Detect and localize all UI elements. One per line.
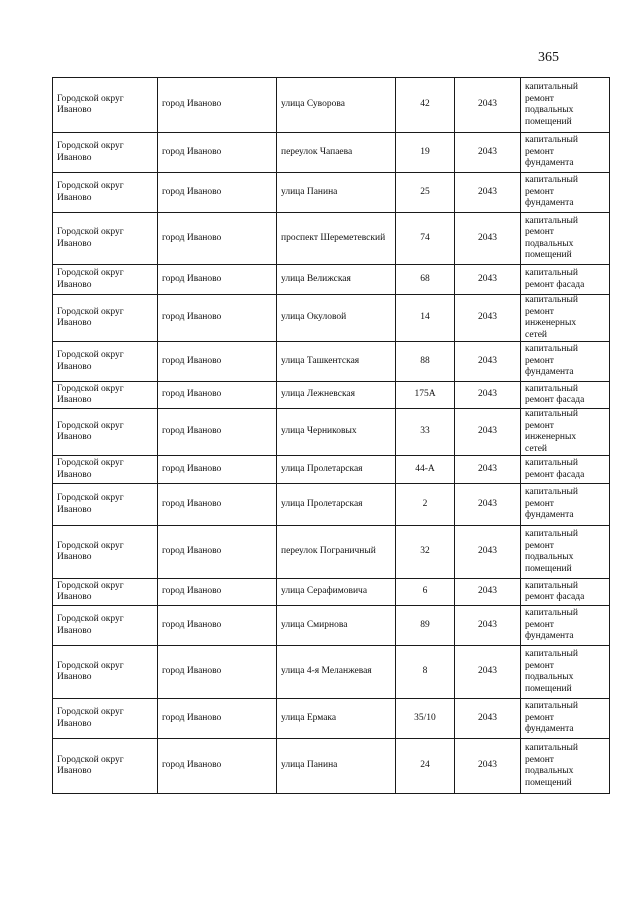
municipality-cell: Городской округ Иваново	[53, 484, 158, 526]
table-row	[53, 295, 610, 342]
municipality-cell: Городской округ Иваново	[53, 295, 158, 342]
settlement-cell: город Иваново	[158, 265, 277, 295]
work-type-text: капитальный ремонт подвальных помещений	[525, 529, 578, 574]
settlement-cell: город Иваново	[158, 646, 277, 699]
municipality-cell: Городской округ Иваново	[53, 133, 158, 173]
year-cell: 2043	[455, 133, 521, 173]
table-row	[53, 382, 610, 409]
municipality-cell: Городской округ Иваново	[53, 265, 158, 295]
municipality-cell: Городской округ Иваново	[53, 739, 158, 794]
street-cell: улица Ташкентская	[277, 342, 396, 382]
table-row	[53, 409, 610, 456]
year-cell: 2043	[455, 265, 521, 295]
table-row	[53, 213, 610, 265]
work-type-text: капитальный ремонт подвальных помещений	[525, 82, 578, 127]
work-type-cell	[521, 526, 610, 579]
year-cell: 2043	[455, 295, 521, 342]
table-row	[53, 579, 610, 606]
settlement-cell: город Иваново	[158, 456, 277, 484]
year-cell: 2043	[455, 173, 521, 213]
municipality-cell: Городской округ Иваново	[53, 213, 158, 265]
street-cell: проспект Шереметевский	[277, 213, 396, 265]
work-type-cell	[521, 213, 610, 265]
street-cell: улица Пролетарская	[277, 484, 396, 526]
house-number-cell: 175А	[396, 382, 455, 409]
work-type-cell	[521, 342, 610, 382]
table-row	[53, 606, 610, 646]
street-cell: переулок Чапаева	[277, 133, 396, 173]
settlement-cell: город Иваново	[158, 382, 277, 409]
settlement-cell: город Иваново	[158, 78, 277, 133]
house-number-cell: 2	[396, 484, 455, 526]
street-cell: улица Велижская	[277, 265, 396, 295]
settlement-cell: город Иваново	[158, 213, 277, 265]
table-row	[53, 265, 610, 295]
street-cell: улица Лежневская	[277, 382, 396, 409]
work-type-cell	[521, 456, 610, 484]
municipality-cell: Городской округ Иваново	[53, 456, 158, 484]
municipality-cell: Городской округ Иваново	[53, 579, 158, 606]
work-type-text: капитальный ремонт инженерных сетей	[525, 409, 578, 454]
table-row	[53, 739, 610, 794]
work-type-text: капитальный ремонт подвальных помещений	[525, 743, 578, 788]
work-type-cell	[521, 739, 610, 794]
table-row	[53, 526, 610, 579]
house-number-cell: 88	[396, 342, 455, 382]
municipality-cell: Городской округ Иваново	[53, 409, 158, 456]
settlement-cell: город Иваново	[158, 409, 277, 456]
work-type-text: капитальный ремонт фасада	[525, 383, 585, 405]
year-cell: 2043	[455, 606, 521, 646]
municipality-cell: Городской округ Иваново	[53, 646, 158, 699]
settlement-cell: город Иваново	[158, 699, 277, 739]
street-cell: улица Смирнова	[277, 606, 396, 646]
year-cell: 2043	[455, 579, 521, 606]
settlement-cell: город Иваново	[158, 579, 277, 606]
house-number-cell: 89	[396, 606, 455, 646]
street-cell: переулок Пограничный	[277, 526, 396, 579]
work-type-text: капитальный ремонт фундамента	[525, 135, 578, 169]
municipality-cell: Городской округ Иваново	[53, 526, 158, 579]
settlement-cell: город Иваново	[158, 606, 277, 646]
work-type-cell	[521, 295, 610, 342]
settlement-cell: город Иваново	[158, 526, 277, 579]
street-cell: улица Окуловой	[277, 295, 396, 342]
table-row	[53, 646, 610, 699]
work-type-cell	[521, 409, 610, 456]
street-cell: улица Серафимовича	[277, 579, 396, 606]
work-type-text: капитальный ремонт фасада	[525, 458, 585, 480]
year-cell: 2043	[455, 484, 521, 526]
year-cell: 2043	[455, 409, 521, 456]
work-type-cell	[521, 699, 610, 739]
page-number: 365	[538, 50, 559, 65]
house-number-cell: 8	[396, 646, 455, 699]
street-cell: улица Суворова	[277, 78, 396, 133]
work-type-text: капитальный ремонт фундамента	[525, 487, 578, 521]
table-row	[53, 133, 610, 173]
house-number-cell: 68	[396, 265, 455, 295]
work-type-text: капитальный ремонт фасада	[525, 580, 585, 602]
table-row	[53, 78, 610, 133]
house-number-cell: 35/10	[396, 699, 455, 739]
house-number-cell: 74	[396, 213, 455, 265]
work-type-cell	[521, 265, 610, 295]
street-cell: улица Панина	[277, 173, 396, 213]
municipality-cell: Городской округ Иваново	[53, 342, 158, 382]
work-type-text: капитальный ремонт фасада	[525, 268, 585, 290]
year-cell: 2043	[455, 456, 521, 484]
work-type-text: капитальный ремонт фундамента	[525, 344, 578, 378]
work-type-cell	[521, 78, 610, 133]
year-cell: 2043	[455, 342, 521, 382]
work-type-cell	[521, 484, 610, 526]
house-number-cell: 32	[396, 526, 455, 579]
work-type-cell	[521, 579, 610, 606]
year-cell: 2043	[455, 526, 521, 579]
settlement-cell: город Иваново	[158, 133, 277, 173]
settlement-cell: город Иваново	[158, 295, 277, 342]
work-type-cell	[521, 133, 610, 173]
work-type-cell	[521, 646, 610, 699]
table-row	[53, 699, 610, 739]
table-row	[53, 456, 610, 484]
house-number-cell: 33	[396, 409, 455, 456]
house-number-cell: 25	[396, 173, 455, 213]
work-type-text: капитальный ремонт подвальных помещений	[525, 215, 578, 260]
table-row	[53, 342, 610, 382]
year-cell: 2043	[455, 78, 521, 133]
municipality-cell: Городской округ Иваново	[53, 699, 158, 739]
municipality-cell: Городской округ Иваново	[53, 78, 158, 133]
house-number-cell: 14	[396, 295, 455, 342]
street-cell: улица Панина	[277, 739, 396, 794]
municipality-cell: Городской округ Иваново	[53, 382, 158, 409]
work-type-cell	[521, 382, 610, 409]
street-cell: улица Ермака	[277, 699, 396, 739]
year-cell: 2043	[455, 213, 521, 265]
settlement-cell: город Иваново	[158, 484, 277, 526]
house-number-cell: 19	[396, 133, 455, 173]
work-type-text: капитальный ремонт подвальных помещений	[525, 649, 578, 694]
street-cell: улица 4-я Меланжевая	[277, 646, 396, 699]
repair-schedule-table	[52, 77, 610, 794]
work-type-text: капитальный ремонт фундамента	[525, 175, 578, 209]
work-type-cell	[521, 173, 610, 213]
house-number-cell: 44-А	[396, 456, 455, 484]
work-type-text: капитальный ремонт фундамента	[525, 701, 578, 735]
house-number-cell: 6	[396, 579, 455, 606]
work-type-cell	[521, 606, 610, 646]
work-type-text: капитальный ремонт фундамента	[525, 608, 578, 642]
municipality-cell: Городской округ Иваново	[53, 173, 158, 213]
year-cell: 2043	[455, 382, 521, 409]
table-row	[53, 173, 610, 213]
house-number-cell: 42	[396, 78, 455, 133]
work-type-text: капитальный ремонт инженерных сетей	[525, 295, 578, 340]
year-cell: 2043	[455, 646, 521, 699]
house-number-cell: 24	[396, 739, 455, 794]
street-cell: улица Пролетарская	[277, 456, 396, 484]
settlement-cell: город Иваново	[158, 173, 277, 213]
year-cell: 2043	[455, 739, 521, 794]
table-row	[53, 484, 610, 526]
settlement-cell: город Иваново	[158, 739, 277, 794]
settlement-cell: город Иваново	[158, 342, 277, 382]
street-cell: улица Черниковых	[277, 409, 396, 456]
municipality-cell: Городской округ Иваново	[53, 606, 158, 646]
year-cell: 2043	[455, 699, 521, 739]
